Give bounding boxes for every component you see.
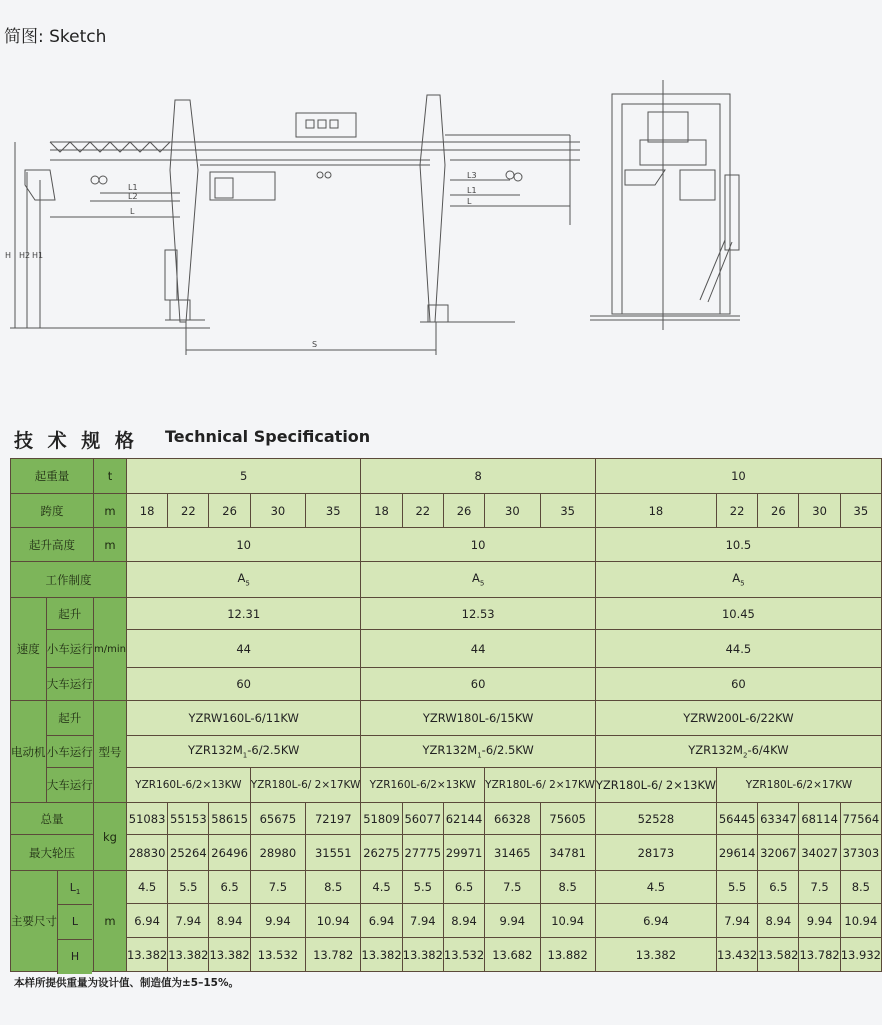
capacity-value: 8 [361,459,595,494]
dim-L1-value: 6.5 [758,871,799,904]
motor-crane-value: YZR180L-6/ 2×13KW [595,768,716,803]
crane-sketch-drawing [0,60,780,390]
dim-L-value: 10.94 [306,904,361,938]
wheel-load-value: 34027 [799,835,840,871]
dim-L-value: 8.94 [443,904,484,938]
duty-label: 工作制度 [11,562,127,598]
dim-L1-value: 4.5 [361,871,402,904]
dim-L1-value: 6.5 [209,871,250,904]
dimension-labels [5,171,477,349]
motor-trolley-value: $YZR132M_1-6/2.5KW$ [361,736,595,768]
speed-crane-value: 60 [126,668,360,701]
spec-title-cn: 技 术 规 格 [14,430,138,452]
row-motor-trolley [11,736,882,768]
row-speed-trolley [11,630,882,668]
dim-H-value: 13.782 [799,938,840,972]
label-L2: L2 [128,192,138,201]
dim-H-value: 13.532 [250,938,305,972]
total-weight-value: 66328 [485,803,540,835]
wheel-load-value: 28830 [126,835,167,871]
span-value: 30 [485,494,540,528]
row-total-weight [11,803,882,835]
dim-L-value: 10.94 [540,904,595,938]
dim-L-value: 9.94 [250,904,305,938]
dim-L1-value: 8.5 [840,871,881,904]
span-value: 18 [595,494,716,528]
capacity-label: 起重量 [11,459,94,494]
speed-crane-label: 大车运行 [46,668,94,701]
dim-L1-label: $L_1$ [57,871,92,905]
dims-label: 主要尺寸 [11,871,94,972]
wheel-load-value: 31551 [306,835,361,871]
span-value: 26 [758,494,799,528]
dim-L1-value: 7.5 [485,871,540,904]
dim-L-label: L [57,905,92,940]
span-value: 22 [402,494,443,528]
motor-crane-label: 大车运行 [46,768,94,803]
dim-H-value: 13.932 [840,938,881,972]
dim-L1-value: 4.5 [595,871,716,904]
label-H: H [5,251,12,260]
span-value: 35 [306,494,361,528]
label-L1-right: L1 [467,186,477,195]
total-weight-label: 总量 [11,803,94,835]
dim-L1-value: 7.5 [250,871,305,904]
dims-sublabels [57,871,92,974]
lift-height-label: 起升高度 [11,528,94,562]
motor-hoist-value: YZRW200L-6/22KW [595,701,881,736]
wheel-load-value: 32067 [758,835,799,871]
dim-H-value: 13.532 [443,938,484,972]
row-lift-height [11,528,882,562]
dim-H-value: 13.382 [361,938,402,972]
span-value: 26 [443,494,484,528]
speed-unit: m/min [94,598,127,701]
total-weight-value: 65675 [250,803,305,835]
speed-crane-value: 60 [595,668,881,701]
dims-unit: m [94,871,127,972]
span-value: 22 [168,494,209,528]
lift-height-value: 10.5 [595,528,881,562]
wheel-load-value: 25264 [168,835,209,871]
span-value: 30 [799,494,840,528]
dim-H-value: 13.382 [168,938,209,972]
span-label: 跨度 [11,494,94,528]
dim-L-value: 6.94 [361,904,402,938]
dim-L-value: 8.94 [209,904,250,938]
motor-trolley-value: $YZR132M_2-6/4KW$ [595,736,881,768]
label-H2: H2 [19,251,31,260]
motor-crane-value: YZR180L-6/ 2×17KW [250,768,361,803]
front-view [10,95,580,355]
dim-H-value: 13.682 [485,938,540,972]
speed-trolley-value: 44 [126,630,360,668]
motor-trolley-label: 小车运行 [46,736,94,768]
motor-hoist-value: YZRW180L-6/15KW [361,701,595,736]
total-weight-value: 56077 [402,803,443,835]
dim-H-value: 13.382 [402,938,443,972]
dim-L-value: 9.94 [799,904,840,938]
dim-L1-value: 8.5 [540,871,595,904]
dim-L-value: 8.94 [758,904,799,938]
span-value: 30 [250,494,305,528]
dim-H-label: H [57,940,92,974]
dim-L-value: 6.94 [595,904,716,938]
total-weight-value: 75605 [540,803,595,835]
label-L3: L3 [467,171,477,180]
label-L: L [130,207,135,216]
weight-unit: kg [94,803,127,871]
total-weight-value: 58615 [209,803,250,835]
row-dim-L1 [11,871,882,904]
max-wheel-load-label: 最大轮压 [11,835,94,871]
motor-hoist-value: YZRW160L-6/11KW [126,701,360,736]
span-value: 18 [126,494,167,528]
dim-L1-value: 5.5 [716,871,757,904]
wheel-load-value: 27775 [402,835,443,871]
total-weight-value: 77564 [840,803,881,835]
span-unit: m [94,494,127,528]
row-motor-hoist [11,701,882,736]
dim-H-value: 13.582 [758,938,799,972]
wheel-load-value: 37303 [840,835,881,871]
total-weight-value: 51809 [361,803,402,835]
total-weight-value: 68114 [799,803,840,835]
speed-trolley-value: 44.5 [595,630,881,668]
dim-H-value: 13.782 [306,938,361,972]
duty-value: $A_5$ [595,562,881,598]
dim-L-value: 7.94 [168,904,209,938]
span-value: 35 [540,494,595,528]
total-weight-value: 51083 [126,803,167,835]
total-weight-value: 52528 [595,803,716,835]
total-weight-value: 56445 [716,803,757,835]
spec-table [10,458,882,972]
dim-L1-value: 5.5 [402,871,443,904]
span-value: 35 [840,494,881,528]
motor-crane-value: YZR180L-6/ 2×17KW [485,768,596,803]
speed-crane-value: 60 [361,668,595,701]
dim-H-value: 13.432 [716,938,757,972]
row-speed-hoist [11,598,882,630]
side-view [590,80,740,330]
motor-hoist-label: 起升 [46,701,94,736]
dim-H-value: 13.382 [126,938,167,972]
wheel-load-value: 26496 [209,835,250,871]
row-speed-crane [11,668,882,701]
wheel-load-value: 28173 [595,835,716,871]
span-value: 22 [716,494,757,528]
label-H1: H1 [32,251,44,260]
row-capacity [11,459,882,494]
total-weight-value: 63347 [758,803,799,835]
row-span [11,494,882,528]
dim-L-value: 7.94 [716,904,757,938]
duty-value: $A_5$ [126,562,360,598]
total-weight-value: 72197 [306,803,361,835]
row-dim-H [11,938,882,972]
label-L-right: L [467,197,472,206]
span-value: 26 [209,494,250,528]
sketch-title: 简图: Sketch [4,27,107,47]
dim-H-value: 13.882 [540,938,595,972]
wheel-load-value: 29971 [443,835,484,871]
row-motor-crane [11,768,882,803]
capacity-value: 5 [126,459,360,494]
wheel-load-value: 29614 [716,835,757,871]
dim-L-value: 10.94 [840,904,881,938]
footnote: 本样所提供重量为设计值、制造值为±5–15%。 [14,977,239,989]
dim-L-value: 6.94 [126,904,167,938]
capacity-unit: t [94,459,127,494]
label-L1: L1 [128,183,138,192]
dim-L1-value: 5.5 [168,871,209,904]
dim-H-value: 13.382 [209,938,250,972]
motor-unit: 型号 [94,701,127,803]
speed-hoist-value: 10.45 [595,598,881,630]
dim-L-value: 7.94 [402,904,443,938]
wheel-load-value: 31465 [485,835,540,871]
wheel-load-value: 28980 [250,835,305,871]
motor-crane-value: YZR180L-6/2×17KW [716,768,881,803]
dim-L1-value: 8.5 [306,871,361,904]
wheel-load-value: 26275 [361,835,402,871]
motor-crane-value: YZR160L-6/2×13KW [126,768,250,803]
spec-title-en: Technical Specification [165,427,371,446]
speed-hoist-value: 12.53 [361,598,595,630]
total-weight-value: 55153 [168,803,209,835]
dim-L1-value: 4.5 [126,871,167,904]
row-dim-L [11,904,882,938]
motor-trolley-value: $YZR132M_1-6/2.5KW$ [126,736,360,768]
dim-L1-value: 6.5 [443,871,484,904]
lift-height-value: 10 [361,528,595,562]
row-duty [11,562,882,598]
motor-group-label: 电动机 [11,701,47,803]
span-value: 18 [361,494,402,528]
motor-crane-value: YZR160L-6/2×13KW [361,768,485,803]
dim-L-value: 9.94 [485,904,540,938]
label-S: S [312,340,318,349]
total-weight-value: 62144 [443,803,484,835]
speed-group-label: 速度 [11,598,47,701]
speed-hoist-label: 起升 [46,598,94,630]
speed-hoist-value: 12.31 [126,598,360,630]
lift-height-unit: m [94,528,127,562]
capacity-value: 10 [595,459,881,494]
speed-trolley-value: 44 [361,630,595,668]
wheel-load-value: 34781 [540,835,595,871]
row-max-wheel-load [11,835,882,871]
lift-height-value: 10 [126,528,360,562]
dim-H-value: 13.382 [595,938,716,972]
duty-value: $A_5$ [361,562,595,598]
speed-trolley-label: 小车运行 [46,630,94,668]
dim-L1-value: 7.5 [799,871,840,904]
